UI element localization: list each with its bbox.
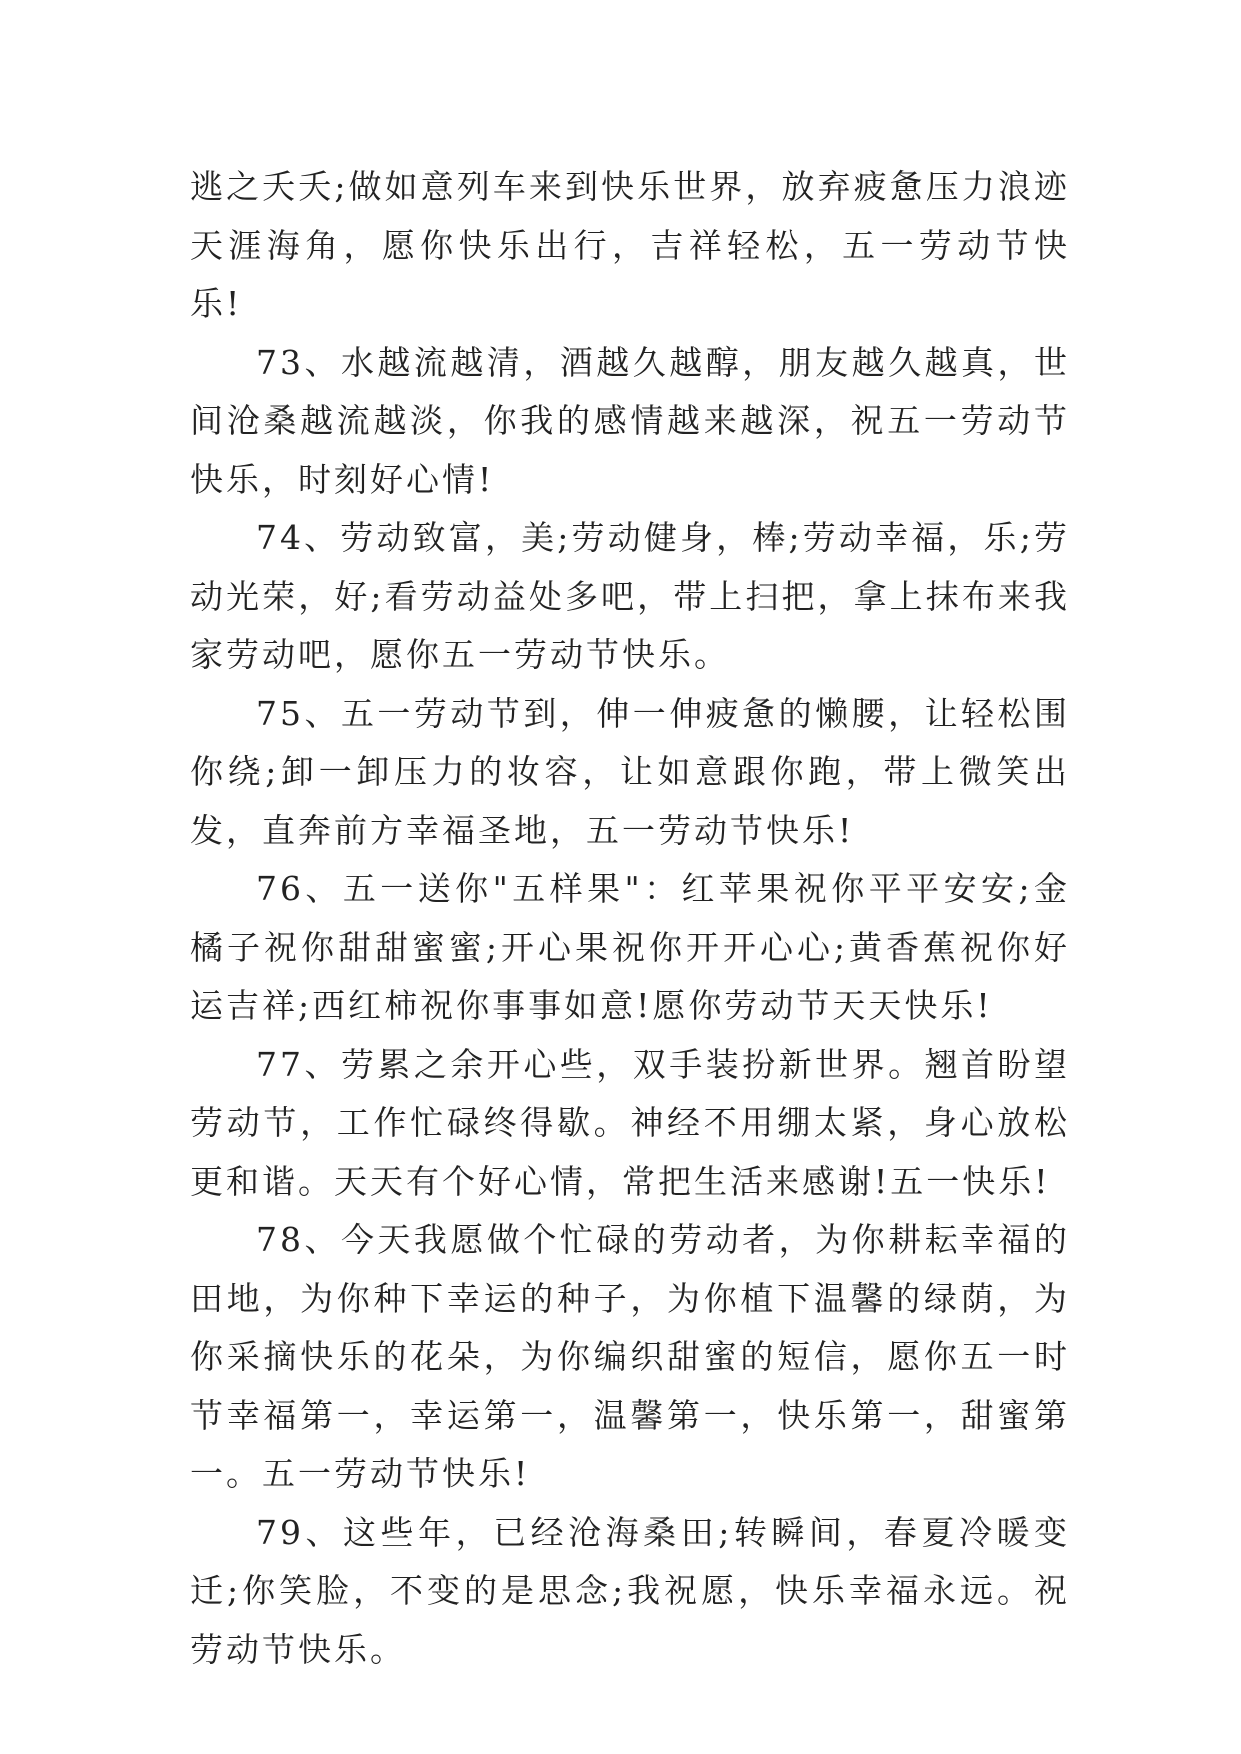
paragraph-74: 74、劳动致富，美;劳动健身，棒;劳动幸福，乐;劳动光荣，好;看劳动益处多吧，带上扫把，拿上抹布来我家劳动吧，愿你五一劳动节快乐。: [190, 518, 1070, 674]
paragraph-79: 79、这些年，已经沧海桑田;转瞬间，春夏冷暖变迁;你笑脸，不变的是思念;我祝愿，快乐幸福永远。祝劳动节快乐。: [190, 1512, 1070, 1669]
paragraph-77: 77、劳累之余开心些，双手装扮新世界。翘首盼望劳动节，工作忙碌终得歇。神经不用绷太紧，身心放松更和谐。天天有个好心情，常把生活来感谢!五一快乐!: [190, 1044, 1070, 1201]
paragraph-75: 75、五一劳动节到，伸一伸疲惫的懒腰，让轻松围你绕;卸一卸压力的妆容，让如意跟你跑，带上微笑出发，直奔前方幸福圣地，五一劳动节快乐!: [190, 693, 1070, 850]
paragraph-76: 76、五一送你"五样果"：红苹果祝你平平安安;金橘子祝你甜甜蜜蜜;开心果祝你开开心心;黄香蕉祝你好运吉祥;西红柿祝你事事如意!愿你劳动节天天快乐!: [190, 869, 1070, 1025]
paragraph-73: 73、水越流越清，酒越久越醇，朋友越久越真，世间沧桑越流越淡，你我的感情越来越深，祝五一劳动节快乐，时刻好心情!: [190, 342, 1070, 499]
document-body: [190, 158, 1070, 1679]
paragraph-72-continued: 逃之夭夭;做如意列车来到快乐世界，放弃疲惫压力浪迹天涯海角，愿你快乐出行，吉祥轻松，五一劳动节快乐!: [190, 167, 1070, 323]
paragraph-78: 78、今天我愿做个忙碌的劳动者，为你耕耘幸福的田地，为你种下幸运的种子，为你植下温馨的绿荫，为你采摘快乐的花朵，为你编织甜蜜的短信，愿你五一时节幸福第一，幸运第一，温馨第一，快乐第一，甜蜜第一。五一劳动节快乐!: [190, 1220, 1070, 1493]
